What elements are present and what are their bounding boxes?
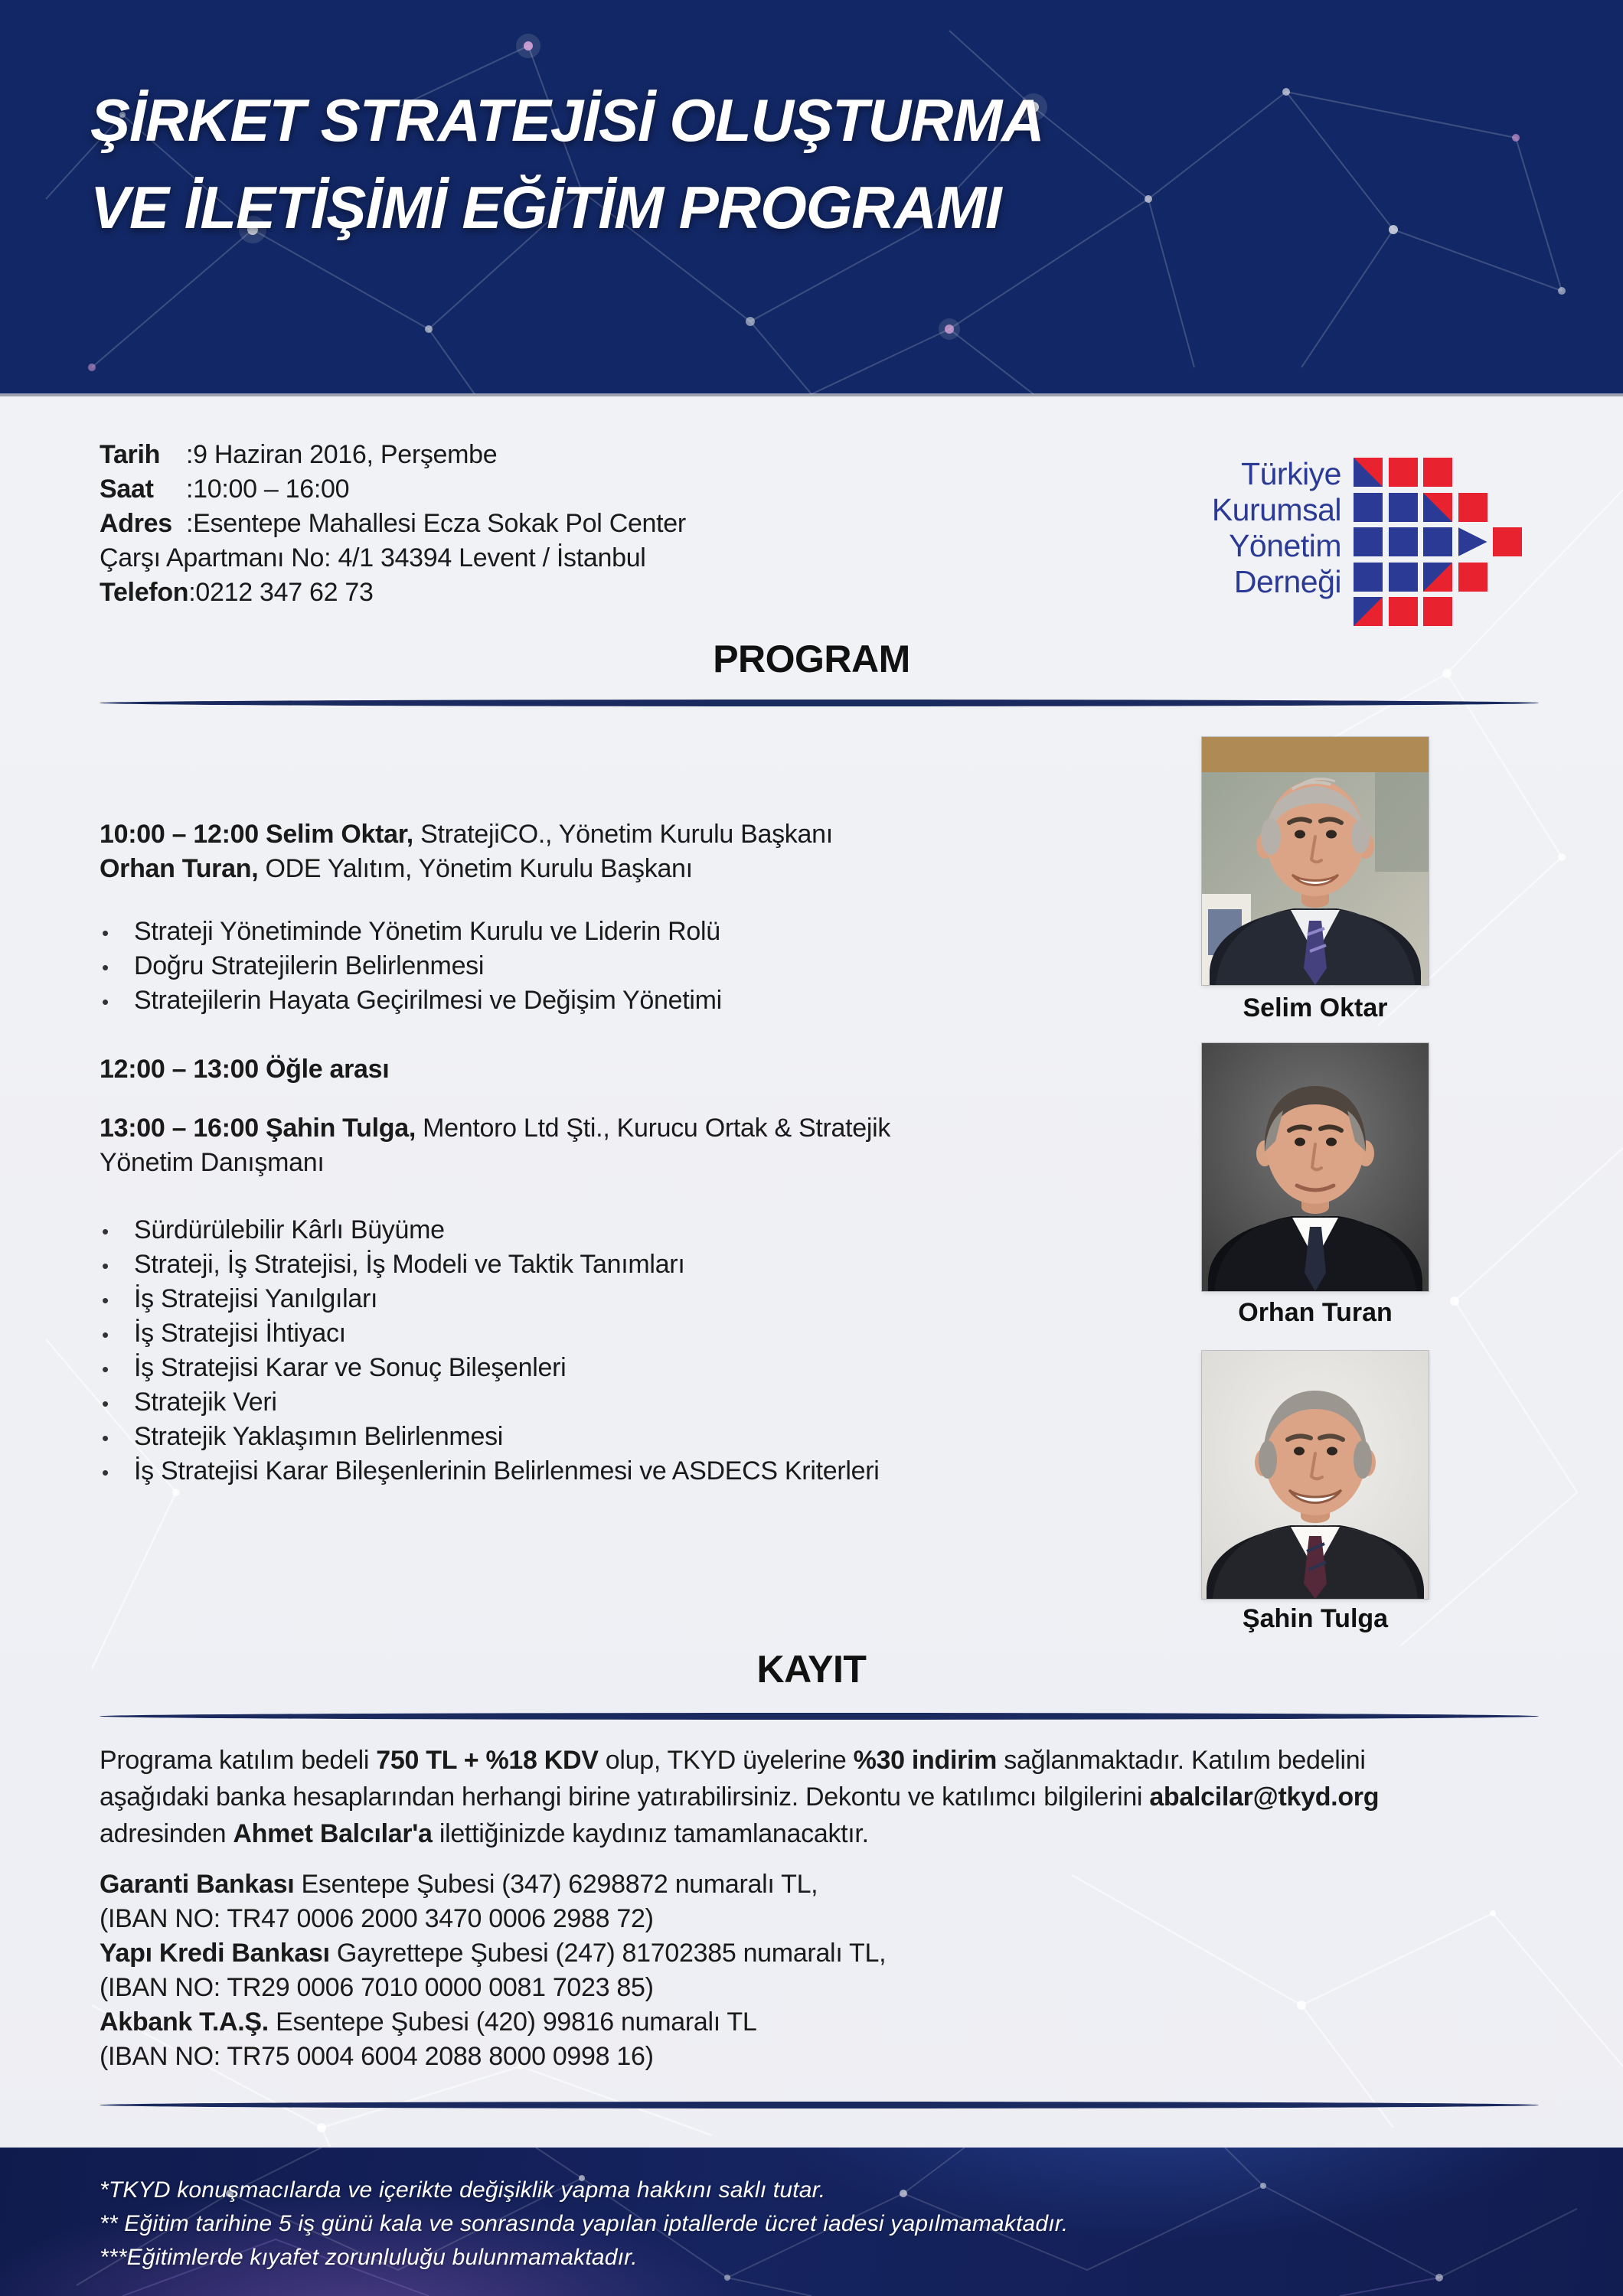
session1-topic-list [102, 917, 722, 1020]
list-item [102, 1215, 880, 1250]
session1-speaker-title: StratejiCO., Yönetim Kurulu Başkanı [413, 820, 833, 849]
info-line-time [100, 472, 349, 507]
logo-word-line3: Yönetim [1229, 528, 1341, 563]
list-item [102, 1422, 880, 1456]
bank-account-line [100, 1936, 886, 1971]
session1-speaker2: Orhan Turan, [100, 854, 259, 883]
paragraph-text: adresinden [100, 1819, 233, 1848]
speaker-photo-orhan-turan [1202, 1043, 1429, 1291]
list-item [102, 917, 722, 951]
registration-divider-line [100, 1713, 1539, 1720]
paragraph-text: sağlanmaktadır. Katılım bedelini [997, 1746, 1366, 1775]
topic-text: Stratejik Yaklaşımın Belirlenmesi [134, 1422, 504, 1451]
session2-time-speaker: 13:00 – 16:00 Şahin Tulga, [100, 1114, 416, 1143]
flyer-title-line1: ŞİRKET STRATEJİSİ OLUŞTURMA [90, 86, 1044, 154]
bullet-icon: • [102, 1392, 109, 1415]
paragraph-text: aşağıdaki banka hesaplarından herhangi birine yatırabilirsiniz. Dekontu ve katılımcı bilgilerini [100, 1782, 1150, 1812]
topic-text: Doğru Stratejilerin Belirlenmesi [134, 951, 485, 980]
portrait-illustration [1202, 1351, 1429, 1599]
logo-word-line4: Derneği [1233, 564, 1341, 599]
session2-speaker-line2 [100, 1146, 324, 1180]
date-value: :9 Haziran 2016, Perşembe [186, 440, 498, 469]
speaker-caption-orhan-turan: Orhan Turan [1238, 1298, 1393, 1327]
speaker-photo-sahin-tulga [1202, 1351, 1429, 1599]
bullet-icon: • [102, 1461, 109, 1484]
address-value: :Esentepe Mahallesi Ecza Sokak Pol Center [186, 509, 686, 538]
topic-text: Strateji, İş Stratejisi, İş Modeli ve Taktik Tanımları [134, 1250, 685, 1279]
date-label: Tarih [100, 440, 161, 469]
bullet-icon: • [102, 1289, 109, 1312]
footer-note-2: ** Eğitim tarihine 5 iş günü kala ve sonrasında yapılan iptallerde ücret iadesi yapılmamaktadır. [100, 2211, 1069, 2236]
tkyd-logo-mosaic-icon [1354, 458, 1522, 626]
list-item [102, 1250, 880, 1284]
iban-number: (IBAN NO: TR47 0006 2000 3470 0006 2988 72) [100, 1904, 654, 1933]
registration-section-heading: KAYIT [756, 1648, 867, 1691]
paragraph-text: Programa katılım bedeli [100, 1746, 377, 1775]
session2-topic-list [102, 1215, 880, 1491]
bank-iban-line [100, 2040, 654, 2074]
registration-paragraph-line1 [100, 1742, 1366, 1779]
program-divider-line [100, 700, 1539, 706]
tkyd-logo-wordmark [1056, 456, 1341, 600]
discount-text: %30 indirim [853, 1746, 998, 1775]
flyer-title-line2: VE İLETİŞİMİ EĞİTİM PROGRAMI [90, 174, 1001, 241]
bank-account-line [100, 2005, 757, 2040]
session2-speaker-title: Mentoro Ltd Şti., Kurucu Ortak & Stratejik [415, 1114, 891, 1143]
bullet-icon: • [102, 1323, 109, 1346]
portrait-illustration [1202, 1043, 1429, 1291]
logo-word-line1: Türkiye [1241, 456, 1341, 491]
iban-number: (IBAN NO: TR75 0004 6004 2088 8000 0998 16) [100, 2042, 654, 2071]
registration-paragraph-line2 [100, 1779, 1379, 1815]
session1-speaker2-title: ODE Yalıtım, Yönetim Kurulu Başkanı [258, 854, 693, 883]
program-section-heading: PROGRAM [713, 638, 910, 680]
speaker-caption-selim-oktar: Selim Oktar [1243, 993, 1388, 1022]
footer-note-1: *TKYD konuşmacılarda ve içerikte değişiklik yapma hakkını saklı tutar. [100, 2177, 826, 2203]
phone-label: Telefon [100, 578, 189, 607]
footer-banner [0, 2148, 1623, 2296]
topic-text: Sürdürülebilir Kârlı Büyüme [134, 1215, 445, 1244]
paragraph-text: olup, TKYD üyelerine [598, 1746, 854, 1775]
iban-number: (IBAN NO: TR29 0006 7010 0000 0081 7023 85) [100, 1973, 654, 2002]
session1-speakers-line2 [100, 852, 693, 886]
time-label: Saat [100, 475, 154, 504]
session1-time-speaker: 10:00 – 12:00 Selim Oktar, [100, 820, 413, 849]
bullet-icon: • [102, 990, 109, 1013]
bullet-icon: • [102, 1220, 109, 1243]
list-item [102, 951, 722, 986]
bank-details: Esentepe Şubesi (420) 99816 numaralı TL [268, 2007, 757, 2037]
address-label: Adres [100, 509, 172, 538]
session2-speaker-line1 [100, 1111, 890, 1146]
bullet-icon: • [102, 1254, 109, 1277]
header-banner [0, 0, 1623, 396]
list-item [102, 1456, 880, 1491]
bullet-icon: • [102, 1358, 109, 1381]
footer-divider-line [100, 2102, 1539, 2108]
bullet-icon: • [102, 956, 109, 979]
bullet-icon: • [102, 921, 109, 944]
session1-speakers-line1 [100, 817, 833, 852]
topic-text: Stratejilerin Hayata Geçirilmesi ve Değişim Yönetimi [134, 986, 722, 1015]
info-line-date [100, 438, 497, 472]
speaker-caption-sahin-tulga: Şahin Tulga [1242, 1604, 1389, 1633]
lunch-break-line: 12:00 – 13:00 Öğle arası [100, 1055, 390, 1084]
bullet-icon: • [102, 1427, 109, 1450]
list-item [102, 1388, 880, 1422]
phone-value: :0212 347 62 73 [188, 578, 374, 607]
price-text: 750 TL + %18 KDV [376, 1746, 599, 1775]
topic-text: İş Stratejisi Yanılgıları [134, 1284, 378, 1313]
contact-person: Ahmet Balcılar'a [233, 1819, 433, 1848]
info-line-address2 [100, 541, 646, 576]
speaker-photo-selim-oktar [1202, 737, 1429, 985]
bank-name: Akbank T.A.Ş. [100, 2007, 269, 2037]
list-item [102, 986, 722, 1020]
logo-word-line2: Kurumsal [1211, 492, 1341, 527]
list-item [102, 1353, 880, 1388]
topic-text: Strateji Yönetiminde Yönetim Kurulu ve Liderin Rolü [134, 917, 720, 946]
footer-note-3: ***Eğitimlerde kıyafet zorunluluğu bulunmamaktadır. [100, 2245, 638, 2270]
bank-account-line [100, 1867, 818, 1902]
bank-name: Garanti Bankası [100, 1870, 295, 1899]
info-line-phone [100, 576, 374, 610]
paragraph-text: ilettiğinizde kaydınız tamamlanacaktır. [432, 1819, 869, 1848]
bank-details: Esentepe Şubesi (347) 6298872 numaralı TL, [294, 1870, 818, 1899]
portrait-illustration [1202, 737, 1429, 985]
bank-name: Yapı Kredi Bankası [100, 1939, 330, 1968]
topic-text: İş Stratejisi Karar ve Sonuç Bileşenleri [134, 1353, 567, 1382]
bank-iban-line [100, 1971, 654, 2005]
topic-text: İş Stratejisi Karar Bileşenlerinin Belirlenmesi ve ASDECS Kriterleri [134, 1456, 880, 1486]
session2-speaker-title-2: Yönetim Danışmanı [100, 1148, 325, 1177]
registration-email: abalcilar@tkyd.org [1149, 1782, 1380, 1812]
registration-paragraph-line3 [100, 1815, 869, 1852]
time-value: :10:00 – 16:00 [186, 475, 350, 504]
address-value-2: Çarşı Apartmanı No: 4/1 34394 Levent / İstanbul [100, 543, 646, 572]
info-line-address [100, 507, 686, 541]
bank-iban-line [100, 1902, 654, 1936]
list-item [102, 1284, 880, 1319]
topic-text: Stratejik Veri [134, 1388, 277, 1417]
list-item [102, 1319, 880, 1353]
bank-details: Gayrettepe Şubesi (247) 81702385 numaralı TL, [329, 1939, 887, 1968]
topic-text: İş Stratejisi İhtiyacı [134, 1319, 346, 1348]
